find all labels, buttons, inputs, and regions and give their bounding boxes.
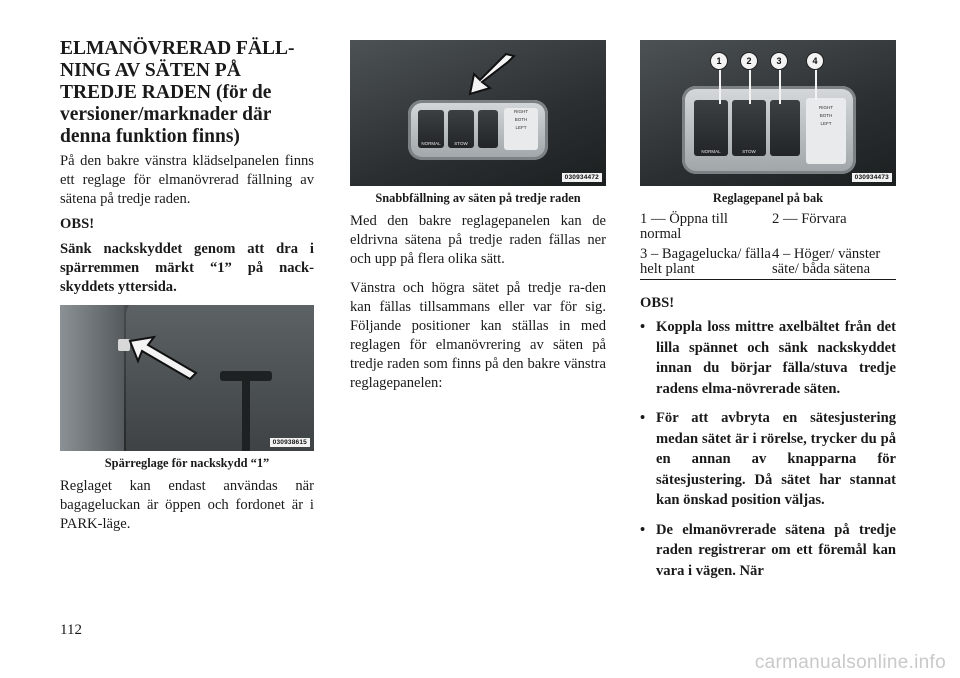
list-item: • För att avbryta en sätesjustering medan sätet är i rörelse, trycker du på en annan av knapparna för sätesjustering. Då sätet har stannat kan önskad position väljas. (640, 410, 896, 508)
callout-2: 2 (740, 52, 758, 70)
column-right (640, 40, 896, 590)
callout-4: 4 (806, 52, 824, 70)
column-left (60, 38, 314, 534)
page-number: 112 (60, 622, 82, 638)
control-panel: NORMAL STOW RIGHT BOTH LEFT (408, 100, 548, 160)
figure-caption: Reglagepanel på bak (712, 191, 824, 205)
panel-paragraph: Med den bakre reglagepanelen kan de eldrivna sätena på tredje raden fällas ner och upp på flera olika sätt. (350, 213, 606, 267)
quick-fold-photo (350, 40, 606, 186)
obs-text: Sänk nackskyddet genom att dra i spärremmen märkt “1” på nack-skyddets yttersida. (60, 241, 314, 295)
legend-table (640, 212, 896, 280)
control-panel: NORMAL STOW RIGHT BOTH LEFT (682, 86, 856, 174)
notes-list (640, 317, 896, 581)
usage-paragraph: Reglaget kan endast användas när bagageluckan är öppen och fordonet är i PARK-läge. (60, 478, 314, 532)
figure-code: 030934473 (852, 173, 892, 182)
callout-1: 1 (710, 52, 728, 70)
list-item: • Koppla loss mittre axelbältet från det lilla spännet och sänk nackskyddet innan du börjar fälla/stuva tredje radens elma-növrerade säten. (640, 319, 896, 397)
rear-control-panel-photo (640, 40, 896, 186)
legend-row: 3 – Bagagelucka/ fälla helt plant 4 – Höger/ vänster säte/ båda sätena (640, 246, 881, 277)
callout-3: 3 (770, 52, 788, 70)
intro-paragraph: På den bakre vänstra klädselpanelen finns ett reglage för elmanövrerad fällning av sätena på tredje raden. (60, 153, 314, 207)
obs-label: OBS! (60, 216, 95, 232)
list-item: • De elmanövrerade sätena på tredje raden registrerar om ett föremål kan vara i vägen. När (640, 521, 896, 579)
legend-row: 1 — Öppna till normal 2 — Förvara (640, 211, 847, 242)
obs-label: OBS! (640, 295, 675, 311)
arrow-icon (468, 52, 516, 96)
positions-paragraph: Vänstra och högra sätet på tredje ra-den kan fällas tillsammans eller var för sig. Följande positioner kan ställas in med reglagen för elmanövrering av säten på tredje raden som finns på den bakre vänstra reglagepanelen: (350, 280, 606, 391)
section-title: ELMANÖVRERAD FÄLL-NING AV SÄTEN PÅ TREDJE RADEN (för de versioner/marknader där denna funktion finns) (60, 38, 295, 147)
arrow-icon (128, 335, 198, 381)
figure-caption: Snabbfällning av säten på tredje raden (375, 191, 581, 205)
column-middle (350, 40, 606, 393)
figure-caption: Spärreglage för nackskydd “1” (104, 456, 270, 470)
figure-code: 030938615 (270, 438, 310, 447)
watermark: carmanualsonline.info (754, 652, 946, 673)
figure-code: 030934472 (562, 173, 602, 182)
headrest-latch-photo (60, 305, 314, 451)
